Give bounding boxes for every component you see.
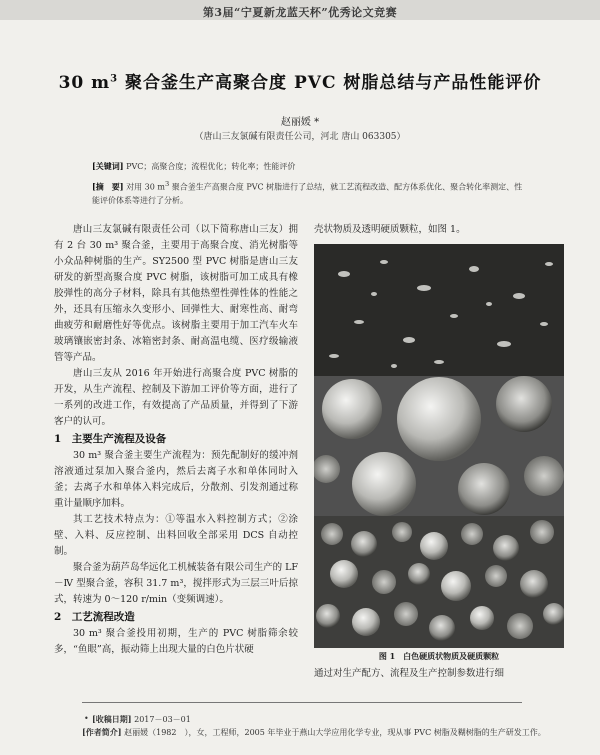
received-date: 2017－03－01 <box>134 715 191 724</box>
right-column-text: 通过对生产配方、流程及生产控制参数进行细 <box>314 668 505 679</box>
author-bio-label: [作者简介] <box>82 727 122 737</box>
title-prefix: 30 m <box>58 73 111 93</box>
footnote-divider <box>82 702 522 703</box>
section-1-paragraph-2: 其工艺技术特点为：①等温水入料控制方式；②涂壁、入料、反应控制、出料回收全部采用 DCS 自动控制。 <box>54 514 298 557</box>
title-main: 聚合釜生产高聚合度 PVC 树脂总结与产品性能评价 <box>118 73 542 93</box>
footnote-bullet: • <box>84 714 89 723</box>
particle-micrograph-image <box>314 244 564 648</box>
intro-paragraph-2: 唐山三友从 2016 年开始进行高聚合度 PVC 树脂的开发，从生产流程、控制及下游加工评价等方面，进行了一系列的改进工作，有效提高了产品质量，并得到了下游客户的认可。 <box>54 368 298 427</box>
right-column-intro: 壳状物质及透明硬质颗粒，如图 1。 <box>314 224 466 235</box>
abstract-superscript: 3 <box>164 180 170 188</box>
section-2-paragraph-1: 30 m³ 聚合釜投用初期，生产的 PVC 树脂筛余较多，“鱼眼”高，振动筛上出现大量的白色片状硬 <box>54 628 298 655</box>
section-2-heading: 2 工艺流程改造 <box>54 611 135 623</box>
abstract-text-start: 对用 30 m <box>126 182 165 192</box>
paper-title <box>0 68 600 93</box>
journal-header-bar <box>0 0 600 20</box>
section-1-paragraph-3: 聚合釜为葫芦岛华远化工机械装备有限公司生产的 LF－Ⅳ 型聚合釜，容积 31.7 m³，搅拌形式为三层三叶后掠式，转速为 0～120 r/min（变频调速）。 <box>54 562 298 605</box>
intro-paragraph-1: 唐山三友氯碱有限责任公司（以下简称唐山三友）拥有 2 台 30 m³ 聚合釜，主要用于高聚合度、消光树脂等小众品种树脂的生产。SY2500 型 PVC 树脂是唐山三友研发的新型高聚合度 PVC 树脂，该树脂可加工成具有橡胶弹性的高分子材料，除具有其他热塑性弹性体的性能之外，还具有压缩永久变形小、回弹性大、耐寒性高、耐弯曲疲劳和耐磨性好等优点。该树脂主要用于加工汽车火车玻璃镶嵌密封条、冰箱密封条、耐高温电缆、医疗级输液管等产品。 <box>54 224 298 363</box>
keywords-label: [关键词] <box>92 161 124 171</box>
author-affiliation: （唐山三友氯碱有限责任公司，河北 唐山 063305） <box>194 132 406 142</box>
left-column <box>54 222 298 658</box>
abstract-text-rest: 聚合釜生产高聚合度 PVC 树脂进行了总结，就工艺流程改造、配方体系优化、聚合转化率测定、性能评价体系等进行了分析。 <box>92 182 523 205</box>
received-date-line <box>92 713 532 726</box>
figure-1-caption: 图 1 白色硬质状物质及硬质颗粒 <box>378 651 500 661</box>
keywords-text: PVC；高聚合度；流程优化；转化率；性能评价 <box>126 162 296 171</box>
section-1-heading: 1 主要生产流程及设备 <box>54 433 167 445</box>
keywords-line <box>92 160 524 173</box>
received-label: [收稿日期] <box>92 714 132 724</box>
abstract-block <box>92 178 524 207</box>
author-bio: 赵丽媛（1982 ），女，工程师，2005 年毕业于燕山大学应用化学专业，现从事 PVC 树脂及糊树脂的生产研发工作。 <box>124 728 546 737</box>
abstract-label: [摘 要] <box>92 181 124 192</box>
journal-header: 第3届“宁夏新龙蓝天杯”优秀论文竞赛 <box>202 6 398 19</box>
author-bio-line <box>82 726 560 739</box>
figure-1-photo <box>314 244 564 648</box>
section-1-paragraph-1: 30 m³ 聚合釜主要生产流程为：预先配制好的缓冲剂溶液通过泵加入聚合釜内，然后去离子水和单体同时入釜；去离子水和单体入料完成后，分散剂、引发剂通过称重计量顺序加料。 <box>54 450 298 509</box>
title-superscript: 3 <box>110 73 119 85</box>
author-name: 赵丽媛 * <box>280 117 320 128</box>
